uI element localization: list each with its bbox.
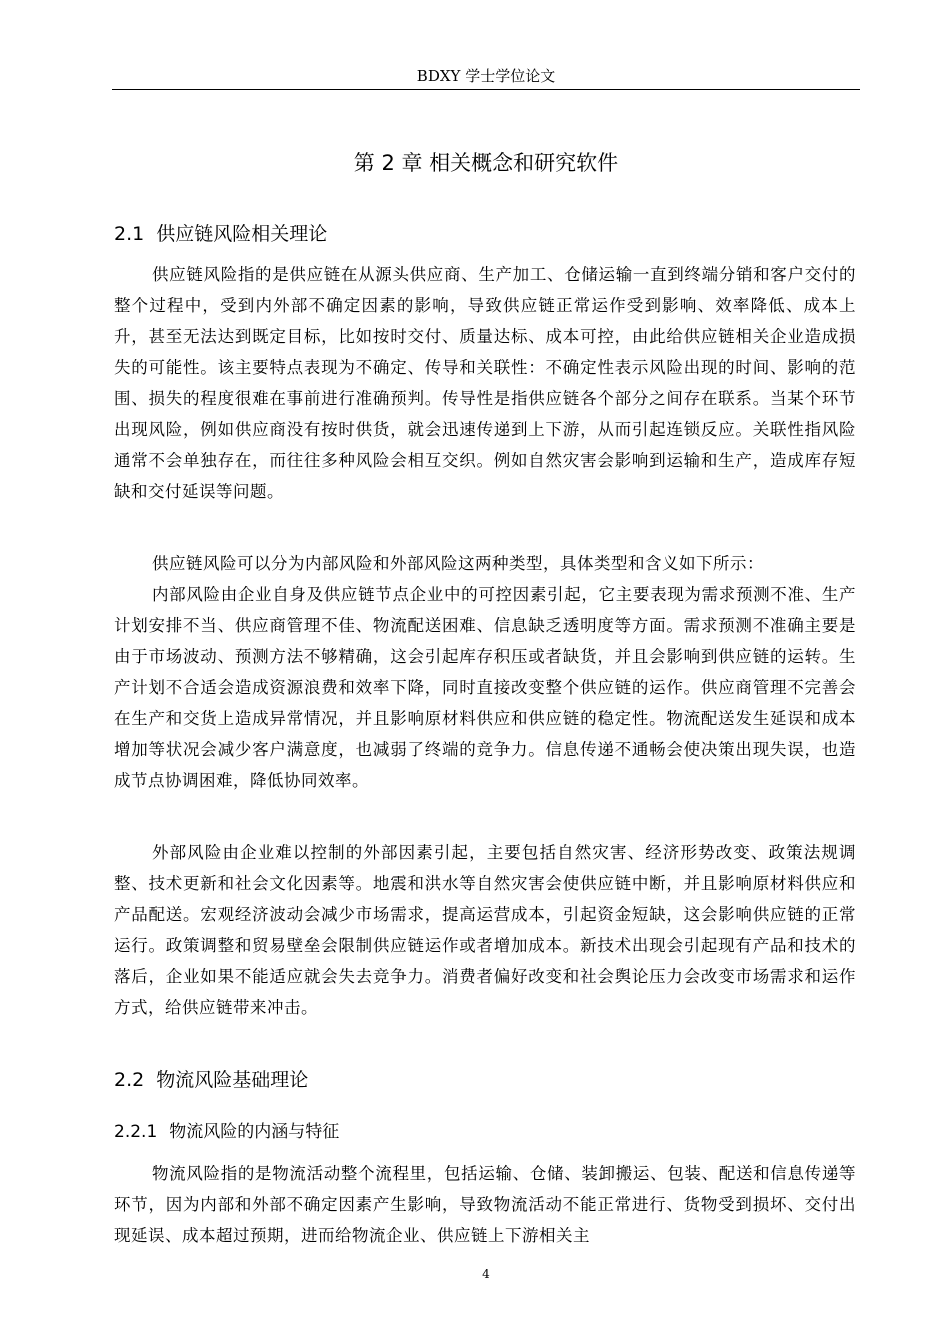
paragraph: 物流风险指的是物流活动整个流程里，包括运输、仓储、装卸搬运、包装、配送和信息传递等环节，因为内部和外部不确定因素产生影响，导致物流活动不能正常进行、货物受到损坏、交付出现延误、成本超过预期，进而给物流企业、供应链上下游相关主 [114,1164,856,1245]
chapter-title: 第 2 章 相关概念和研究软件 [353,151,619,175]
subsection-number: 2.2.1 [114,1122,158,1142]
paragraph: 供应链风险指的是供应链在从源头供应商、生产加工、仓储运输一直到终端分销和客户交付的整个过程中，受到内外部不确定因素的影响，导致供应链正常运作受到影响、效率降低、成本上升，甚至无法达到既定目标，比如按时交付、质量达标、成本可控，由此给供应链相关企业造成损失的可能性。该主要特点表现为不确定、传导和关联性：不确定性表示风险出现的时间、影响的范围、损失的程度很难在事前进行准确预判。传导性是指供应链各个部分之间存在联系。当某个环节出现风险，例如供应商没有按时供货，就会迅速传递到上下游，从而引起连锁反应。关联性指风险通常不会单独存在，而往往多种风险会相互交织。例如自然灾害会影响到运输和生产，造成库存短缺和交付延误等问题。 [114,265,856,501]
paragraph: 内部风险由企业自身及供应链节点企业中的可控因素引起，它主要表现为需求预测不准、生产计划安排不当、供应商管理不佳、物流配送困难、信息缺乏透明度等方面。需求预测不准确主要是由于市场波动、预测方法不够精确，这会引起库存积压或者缺货，并且会影响到供应链的运转。生产计划不合适会造成资源浪费和效率下降，同时直接改变整个供应链的运作。供应商管理不完善会在生产和交货上造成异常情况，并且影响原材料供应和供应链的稳定性。物流配送发生延误和成本增加等状况会减少客户满意度，也减弱了终端的竞争力。信息传递不通畅会使决策出现失误，也造成节点协调困难，降低协同效率。 [114,585,856,790]
header-rule [112,89,860,90]
running-header: BDXY 学士学位论文 [416,67,556,85]
section-title: 供应链风险相关理论 [156,223,328,245]
subsection-title: 物流风险的内涵与特征 [169,1122,340,1142]
subsection-heading-2-2-1 [114,1119,854,1145]
page-number: 4 [482,1267,490,1281]
section-number: 2.2 [114,1069,145,1091]
section-heading-2-1 [114,220,854,248]
paragraph: 供应链风险可以分为内部风险和外部风险这两种类型，具体类型和含义如下所示： [152,554,764,573]
section-title: 物流风险基础理论 [156,1069,309,1091]
paragraph: 外部风险由企业难以控制的外部因素引起，主要包括自然灾害、经济形势改变、政策法规调整、技术更新和社会文化因素等。地震和洪水等自然灾害会使供应链中断，并且影响原材料供应和产品配送。宏观经济波动会减少市场需求，提高运营成本，引起资金短缺，这会影响供应链的正常运行。政策调整和贸易壁垒会限制供应链运作或者增加成本。新技术出现会引起现有产品和技术的落后，企业如果不能适应就会失去竞争力。消费者偏好改变和社会舆论压力会改变市场需求和运作方式，给供应链带来冲击。 [114,843,856,1017]
section-heading-2-2 [114,1066,854,1094]
section-number: 2.1 [114,223,145,245]
